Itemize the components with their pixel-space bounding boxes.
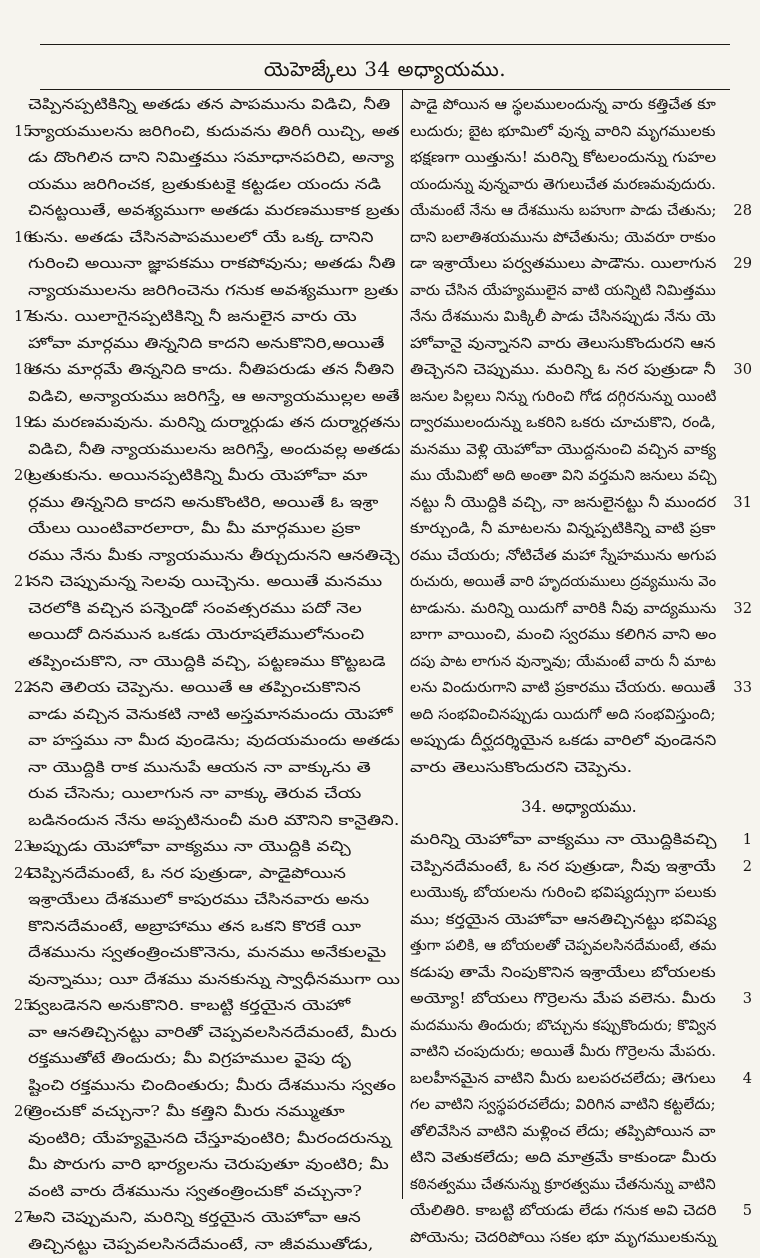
line-text-content: దాని బలాతిశయమును పోచేతును; యెవరూ రాకుం <box>410 225 716 252</box>
line-text-content: యేలితిరి. కాబట్టి బోయడు లేడు గనుక అవి చెదరి <box>410 1198 717 1225</box>
text-line <box>14 1232 400 1258</box>
line-text-content: న్యాయములను జరిగించి, కుదువను తిరిగీ యిచ్చి, అత <box>28 119 400 146</box>
text-line <box>406 119 752 146</box>
line-text <box>410 463 716 490</box>
line-text-content: తోలివేసిన వాటిని మళ్లించ లేదు; తప్పిపోయిన వా <box>410 1119 715 1146</box>
line-text <box>28 755 400 782</box>
text-line <box>14 172 400 199</box>
text-line <box>14 861 400 888</box>
line-text-content: కును. యిలాగైనప్పటికిన్ని నీ జనులైన వారు యె <box>28 304 357 331</box>
line-text-content: రుచురు, అయితే వారి హృదయములు ద్రవ్యమును వెం <box>410 569 716 596</box>
verse-number: 4 <box>743 1066 752 1093</box>
line-text <box>410 880 716 907</box>
text-line <box>406 1172 752 1199</box>
line-text-content: హోవా మార్గము తిన్ననిది కాదని అనుకొనిరి,అయితే <box>28 331 385 358</box>
line-text-content: కడుపు తామే నింపుకొనిన ఇశ్రాయేలు బోయలకు <box>410 960 716 987</box>
line-text-content: అప్పుడు దీర్ఘదర్శియైన ఒకడు వారిలో వుండెనని <box>410 728 716 755</box>
verse-number: 18 <box>14 357 33 384</box>
line-text <box>410 622 716 649</box>
line-text <box>410 675 716 702</box>
text-line <box>14 225 400 252</box>
line-text <box>28 1020 400 1047</box>
line-text-content: దేశమును స్వతంత్రించుకొనెను, మనము అనేకులమై <box>28 940 386 967</box>
line-text <box>28 516 400 543</box>
text-line <box>14 437 400 464</box>
line-text-content: లుయొక్క బోయలను గురించి భవిష్యద్సుగా పలుకు <box>410 880 716 907</box>
line-text-content: వారు తెలుసుకొందురని చెప్పెను. <box>410 755 632 782</box>
line-text-content: వా ఆనతిచ్చినట్టు వారితో చెప్పవలసినదేమంటే, మీరు <box>28 1020 397 1047</box>
verse-number: 16 <box>14 225 33 252</box>
text-line <box>406 649 752 676</box>
verse-number: 2 <box>743 854 752 881</box>
line-text <box>410 1172 716 1199</box>
line-text <box>28 304 400 331</box>
text-line <box>406 755 752 782</box>
line-text <box>410 596 716 623</box>
line-text <box>410 1145 716 1172</box>
line-text-content: బడినందున నేను అప్పటినుంచీ మరి మౌనిని కానైతిని. <box>28 808 400 835</box>
line-text-content: విడిచి, నీతి న్యాయములను జరిగిస్తే, అందువల్ల అతడు <box>28 437 400 464</box>
line-text-content: చెప్పినప్పటికిన్ని అతడు తన పాపమును విడిచి, నీతి <box>28 92 390 119</box>
line-text-content: త్తుగా పలికి, ఆ బోయలతో చెప్పవలసినదేమంటే, తమ <box>410 933 716 960</box>
top-rule <box>40 44 730 45</box>
text-line <box>14 622 400 649</box>
verse-number: 5 <box>743 1198 752 1225</box>
line-text <box>410 1092 716 1119</box>
line-text-content: నని తెలియ చెప్పెను. అయితే ఆ తప్పించుకొనిన <box>28 675 361 702</box>
text-line <box>14 304 400 331</box>
line-text <box>410 1119 716 1146</box>
text-line <box>406 854 752 881</box>
text-line <box>14 755 400 782</box>
text-line <box>406 92 752 119</box>
text-line <box>14 251 400 278</box>
text-line <box>14 490 400 517</box>
text-line <box>406 702 752 729</box>
text-line <box>14 728 400 755</box>
text-line <box>14 463 400 490</box>
text-line <box>406 960 752 987</box>
line-text-content: తను మార్గమే తిన్ననిది కాదు. నీతిపరుడు తన నీతిని <box>28 357 394 384</box>
line-text-content: గురించి అయినా జ్ఞాపకము రాకపోవును; అతడు నీతి <box>28 251 396 278</box>
line-text <box>410 827 716 854</box>
line-text <box>410 198 716 225</box>
line-text <box>28 331 400 358</box>
line-text <box>410 490 716 517</box>
line-text-content: వున్నాము; యీ దేశము మనకున్ను స్వాధీనముగా యి <box>28 967 400 994</box>
text-line <box>406 596 752 623</box>
line-text <box>28 92 400 119</box>
text-line <box>406 569 752 596</box>
text-line <box>406 463 752 490</box>
line-text <box>410 357 716 384</box>
line-text-content: కఠినత్వము చేతనున్ను క్రూరత్వము చేతనున్ను వాటిని <box>410 1172 716 1199</box>
line-text <box>28 914 400 941</box>
line-text <box>410 1039 716 1066</box>
line-text <box>410 384 716 411</box>
text-line <box>406 1066 752 1093</box>
line-text-content: యేమంటే నేను ఆ దేశమును బహుగా పాడు చేతును; <box>410 198 717 225</box>
line-text <box>28 649 400 676</box>
line-text-content: హోవానై వున్నానని వారు తెలుసుకొందురని ఆన <box>410 331 716 358</box>
line-text-content: త్రించుకో వచ్చునా? మీ కత్తిని మీరు నమ్ముతూ <box>28 1099 345 1126</box>
line-text <box>28 887 400 914</box>
text-line <box>406 516 752 543</box>
text-line <box>406 1119 752 1146</box>
line-text <box>410 331 716 358</box>
text-line <box>14 198 400 225</box>
line-text-content: వుంటిరి; యేహ్యమైనది చేస్తూవుంటిరి; మీరందరున్ను <box>28 1126 391 1153</box>
line-text-content: బలహీనమైన వాటిని మీరు బలపరచలేదు; తెగులు <box>410 1066 716 1093</box>
line-text-content: యేలు యింటివారలారా, మీ మీ మార్గముల ప్రకా <box>28 516 360 543</box>
text-line <box>406 172 752 199</box>
line-text-content: డు దొంగిలిన దాని నిమిత్తము సమాధానపరిచి, అన్యా <box>28 145 394 172</box>
text-line <box>14 808 400 835</box>
line-text-content: వ్వబడెనని అనుకొనిరి. కాబట్టి కర్తయైన యెహో <box>28 993 350 1020</box>
text-line <box>406 410 752 437</box>
line-text-content: నా యొద్దికి రాక మునుపే ఆయన నా వాక్కును తె <box>28 755 371 782</box>
text-line <box>406 728 752 755</box>
line-text-content: విడిచి, అన్యాయము జరిగిస్తే, ఆ అన్యాయముల్లల అతే <box>28 384 400 411</box>
line-text <box>410 172 716 199</box>
verse-number: 33 <box>733 675 752 702</box>
line-text-content: తిచ్చెనని చెప్పుము. మరిన్ని ఓ నర పుత్రుడా నీ <box>410 357 716 384</box>
line-text-content: మదమును తిందురు; బొచ్చును కప్పుకొందురు; కొవ్విన <box>410 1013 716 1040</box>
line-text <box>410 225 716 252</box>
line-text-content: కూర్చుండి, నీ మాటలను విన్నప్పటికిన్ని వాటి ప్రకా <box>410 516 716 543</box>
right-column-bottom <box>406 827 752 1251</box>
line-text <box>28 172 400 199</box>
line-text <box>410 1225 716 1252</box>
text-line <box>14 278 400 305</box>
verse-number: 1 <box>743 827 752 854</box>
verse-number: 32 <box>733 596 752 623</box>
line-text-content: అప్పుడు యెహోవా వాక్యము నా యొద్దికి వచ్చి <box>28 834 351 861</box>
line-text <box>410 702 716 729</box>
line-text <box>28 1046 400 1073</box>
line-text-content: రక్తముతోటే తిందురు; మీ విగ్రహముల వైపు దృ <box>28 1046 351 1073</box>
text-line <box>406 1013 752 1040</box>
right-column-top <box>406 92 752 781</box>
text-line <box>14 1099 400 1126</box>
line-text-content: న్యాయములను జరిగించెను గనుక అవశ్యముగా బ్రతు <box>28 278 398 305</box>
line-text <box>410 907 716 934</box>
line-text <box>28 940 400 967</box>
verse-number: 31 <box>733 490 752 517</box>
text-line <box>14 834 400 861</box>
line-text-content: పోయెను; చెదరిపోయి సకల భూ మృగములకున్ను <box>410 1225 716 1252</box>
header-rule <box>40 89 730 90</box>
text-line <box>14 781 400 808</box>
line-text <box>28 490 400 517</box>
left-column <box>14 92 400 1258</box>
line-text-content: యందున్ను వున్నవారు తెగులుచేత మరణమవుదురు. <box>410 172 716 199</box>
text-line <box>406 225 752 252</box>
line-text-content: వంటి వారు దేశమును స్వతంత్రించుకో వచ్చునా? <box>28 1179 362 1206</box>
line-text-content: బ్రతుకును. అయినప్పటికిన్ని మీరు యెహోవా మా <box>28 463 367 490</box>
line-text <box>28 1126 400 1153</box>
text-line <box>406 622 752 649</box>
line-text-content: డా ఇశ్రాయేలు పర్వతములు పాడౌను. యిలాగున <box>410 251 716 278</box>
line-text-content: జనుల పిల్లలు నిన్ను గురించి గోడ దగ్గిరనున్ను యింటి <box>410 384 716 411</box>
line-text <box>410 304 716 331</box>
text-line <box>406 933 752 960</box>
verse-number: 21 <box>14 569 33 596</box>
line-text-content: వాటిని చంపుదురు; అయితే మీరు గొర్రెలను మేపరు. <box>410 1039 716 1066</box>
line-text <box>410 410 716 437</box>
text-line <box>406 437 752 464</box>
line-text <box>410 728 716 755</box>
text-line <box>14 119 400 146</box>
line-text-content: రము నేను మీకు న్యాయమును తీర్చుదునని ఆనతిచ్చె <box>28 543 400 570</box>
line-text <box>28 278 400 305</box>
text-line <box>14 145 400 172</box>
verse-number: 20 <box>14 463 33 490</box>
verse-number: 23 <box>14 834 33 861</box>
text-line <box>406 357 752 384</box>
verse-number: 24 <box>14 861 33 888</box>
line-text <box>410 986 716 1013</box>
line-text-content: మరిన్ని యెహోవా వాక్యము నా యొద్దికివచ్చి <box>410 827 716 854</box>
line-text-content: చెప్పినదేమంటే, ఓ నర పుత్రుడా, పాడైపోయిన <box>28 861 346 888</box>
line-text-content: అయ్యో! బోయలు గొర్రెలను మేప వలెను. మీరు <box>410 986 716 1013</box>
verse-number: 3 <box>743 986 752 1013</box>
line-text-content: బాగా వాయించి, మంచి స్వరము కలిగిన వాని అం <box>410 622 716 649</box>
text-line <box>406 1198 752 1225</box>
text-line <box>14 1205 400 1232</box>
text-line <box>406 251 752 278</box>
text-line <box>14 596 400 623</box>
line-text <box>410 516 716 543</box>
text-line <box>14 967 400 994</box>
line-text <box>410 437 716 464</box>
line-text <box>28 569 400 596</box>
verse-number: 19 <box>14 410 33 437</box>
line-text <box>28 728 400 755</box>
text-line <box>14 1179 400 1206</box>
text-line <box>406 1039 752 1066</box>
line-text <box>410 1013 716 1040</box>
text-line <box>406 384 752 411</box>
text-line <box>406 543 752 570</box>
line-text <box>410 92 716 119</box>
line-text-content: యము జరిగించక, బ్రతుకుటకై కట్టడల యందు నడి <box>28 172 381 199</box>
line-text <box>28 463 400 490</box>
verse-number: 29 <box>733 251 752 278</box>
text-line <box>14 702 400 729</box>
text-line <box>14 1073 400 1100</box>
text-line <box>406 331 752 358</box>
line-text-content: గల వాటిని స్వస్థపరచలేదు; విరిగిన వాటిని కట్టలేదు; <box>410 1092 716 1119</box>
line-text <box>28 834 400 861</box>
text-line <box>14 543 400 570</box>
line-text-content: లుదురు; బైట భూమిలో వున్న వారిని మృగములకు <box>410 119 716 146</box>
line-text <box>410 960 716 987</box>
line-text <box>410 1198 716 1225</box>
line-text <box>28 1099 400 1126</box>
line-text <box>28 410 400 437</box>
verse-number: 22 <box>14 675 33 702</box>
line-text-content: తిచ్చినట్టు చెప్పవలసినదేమంటే, నా జీవముతోడు, <box>28 1232 374 1258</box>
line-text-content: నట్టు నీ యొద్దికి వచ్చి, నా జనులైనట్టు నీ ముందర <box>410 490 716 517</box>
line-text <box>28 993 400 1020</box>
line-text <box>28 1179 400 1206</box>
text-line <box>406 907 752 934</box>
text-line <box>14 675 400 702</box>
line-text-content: చెరలోకి వచ్చిన పన్నెండో సంవత్సరము పదో నెల <box>28 596 362 623</box>
verse-number: 26 <box>14 1099 33 1126</box>
line-text-content: లను విందురుగాని వాటి ప్రకారము చేయరు. అయితే <box>410 675 716 702</box>
line-text <box>410 145 716 172</box>
text-line <box>14 649 400 676</box>
line-text <box>410 1066 716 1093</box>
verse-number: 17 <box>14 304 33 331</box>
line-text-content: రువ చేసెను; యిలాగున నా వాక్కు తెరువ చేయ <box>28 781 361 808</box>
text-line <box>14 92 400 119</box>
text-line <box>14 887 400 914</box>
line-text-content: ద్వారములందున్ను ఒకరిని ఒకరు చూచుకొని, రండి, <box>410 410 716 437</box>
line-text <box>28 543 400 570</box>
line-text-content: కును. అతడు చేసినపాపములలో యే ఒక్క దానిని <box>28 225 374 252</box>
line-text-content: టిని వెతుకలేదు; అది మాత్రమే కాకుండా మీరు <box>410 1145 717 1172</box>
line-text-content: మనము వెళ్లి యెహోవా యొద్దనుంచి వచ్చిన వాక్య <box>410 437 716 464</box>
line-text <box>410 278 716 305</box>
text-line <box>14 357 400 384</box>
line-text-content: చెప్పినదేమంటే, ఓ నర పుత్రుడా, నీవు ఇశ్రాయే <box>410 854 716 881</box>
text-line <box>14 1046 400 1073</box>
line-text-content: ష్టించి రక్తమును చిందింతురు; మీరు దేశమును స్వతం <box>28 1073 396 1100</box>
line-text-content: ము యేమిటో అది అంతా విని వర్తమని జనులు వచ్చి <box>410 463 716 490</box>
text-line <box>406 827 752 854</box>
line-text-content: పాడై పోయిన ఆ స్థలములందున్న వారు కత్తిచేత కూ <box>410 92 716 119</box>
text-line <box>406 490 752 517</box>
right-column <box>406 92 752 1251</box>
text-line <box>14 1152 400 1179</box>
line-text <box>28 384 400 411</box>
line-text <box>28 1073 400 1100</box>
verse-number: 25 <box>14 993 33 1020</box>
line-text <box>28 1152 400 1179</box>
line-text-content: మీ పొరుగు వారి భార్యలను చెరుపుతూ వుంటిరి; మీ <box>28 1152 389 1179</box>
line-text-content: భక్షణగా యిత్తును! మరిన్ని కోటలందున్ను గుహల <box>410 145 716 172</box>
text-line <box>14 914 400 941</box>
line-text-content: దపు పాట లాగున వున్నావు; యేమంటే వారు నీ మాట <box>410 649 716 676</box>
text-line <box>14 331 400 358</box>
text-line <box>406 145 752 172</box>
text-line <box>14 1020 400 1047</box>
text-line <box>406 198 752 225</box>
line-text <box>410 854 716 881</box>
line-text <box>28 119 400 146</box>
text-line <box>406 1092 752 1119</box>
line-text-content: అని చెప్పుమని, మరిన్ని కర్తయైన యెహోవా ఆన <box>28 1205 361 1232</box>
text-line <box>406 304 752 331</box>
line-text-content: వారు చేసిన యేహ్యములైన వాటి యన్నిటి నిమిత్తము <box>410 278 716 305</box>
text-line <box>14 940 400 967</box>
line-text-content: ఇశ్రాయేలు దేశములో కాపురము చేసినవారు అను <box>28 887 369 914</box>
line-text <box>28 437 400 464</box>
text-line <box>14 1126 400 1153</box>
line-text-content: వాడు వచ్చిన వెనుకటి నాటి అస్తమానమందు యెహో <box>28 702 392 729</box>
line-text <box>410 755 716 782</box>
text-line <box>14 569 400 596</box>
line-text-content: టాడును. మరిన్ని యిదుగో వారికి నీవు వాద్యమును <box>410 596 716 623</box>
text-line <box>406 986 752 1013</box>
line-text <box>28 596 400 623</box>
text-line <box>406 675 752 702</box>
text-line <box>406 1145 752 1172</box>
verse-number: 28 <box>733 198 752 225</box>
verse-number: 30 <box>733 357 752 384</box>
line-text <box>28 861 400 888</box>
line-text <box>28 808 400 835</box>
line-text-content: వా హస్తము నా మీద వుండెను; వుదయమందు అతడు <box>28 728 400 755</box>
line-text <box>28 1205 400 1232</box>
line-text <box>28 967 400 994</box>
line-text-content: ము; కర్తయైన యెహోవా ఆనతిచ్చినట్టు భవిష్య <box>410 907 716 934</box>
line-text-content: డు మరణమవును. మరిన్ని దుర్మార్గుడు తన దుర్మార్గతను <box>28 410 400 437</box>
line-text-content: అది సంభవించినప్పుడు యిదుగో అది సంభవిస్తుంది; <box>410 702 716 729</box>
line-text-content: రము చేయరు; నోటిచేత మహా స్నేహమును అగుప <box>410 543 716 570</box>
line-text <box>28 145 400 172</box>
text-line <box>406 880 752 907</box>
line-text <box>410 933 716 960</box>
line-text <box>410 543 716 570</box>
column-divider <box>402 89 403 1199</box>
line-text <box>28 1232 400 1258</box>
line-text <box>28 225 400 252</box>
text-line <box>14 516 400 543</box>
line-text-content: తప్పించుకొని, నా యొద్దికి వచ్చి, పట్టణము కొట్టబడె <box>28 649 386 676</box>
verse-number: 15 <box>14 119 33 146</box>
line-text-content: చినట్టయితే, అవశ్యముగా అతడు మరణముకాక బ్రతు <box>28 198 400 225</box>
line-text <box>410 649 716 676</box>
line-text <box>28 357 400 384</box>
line-text <box>410 569 716 596</box>
line-text-content: నేను దేశమును మిక్కిలీ పాడు చేసినప్పుడు నేను యె <box>410 304 716 331</box>
text-line <box>406 278 752 305</box>
line-text <box>410 119 716 146</box>
chapter-heading: 34. అధ్యాయము. <box>406 781 752 827</box>
line-text <box>28 622 400 649</box>
text-line <box>14 410 400 437</box>
line-text <box>28 251 400 278</box>
verse-number: 27 <box>14 1205 33 1232</box>
line-text-content: అయిదో దినమున ఒకడు యెరూషలేములోనుంచి <box>28 622 364 649</box>
line-text-content: కొనినదేమంటే, అబ్రాహాము తన ఒకని కొరకే యీ <box>28 914 361 941</box>
line-text-content: ర్గము తిన్ననిది కాదని అనుకొంటిరి, అయితే ఓ ఇశ్రా <box>28 490 378 517</box>
line-text <box>410 251 716 278</box>
line-text <box>28 781 400 808</box>
text-line <box>14 993 400 1020</box>
text-line <box>406 1225 752 1252</box>
line-text <box>28 198 400 225</box>
line-text <box>28 675 400 702</box>
text-line <box>14 384 400 411</box>
line-text-content: నని చెప్పుమన్న సెలవు యిచ్చెను. అయితే మనము <box>28 569 382 596</box>
line-text <box>28 702 400 729</box>
running-header: యెహెజ్కేలు 34 అధ్యాయము. <box>40 53 730 85</box>
